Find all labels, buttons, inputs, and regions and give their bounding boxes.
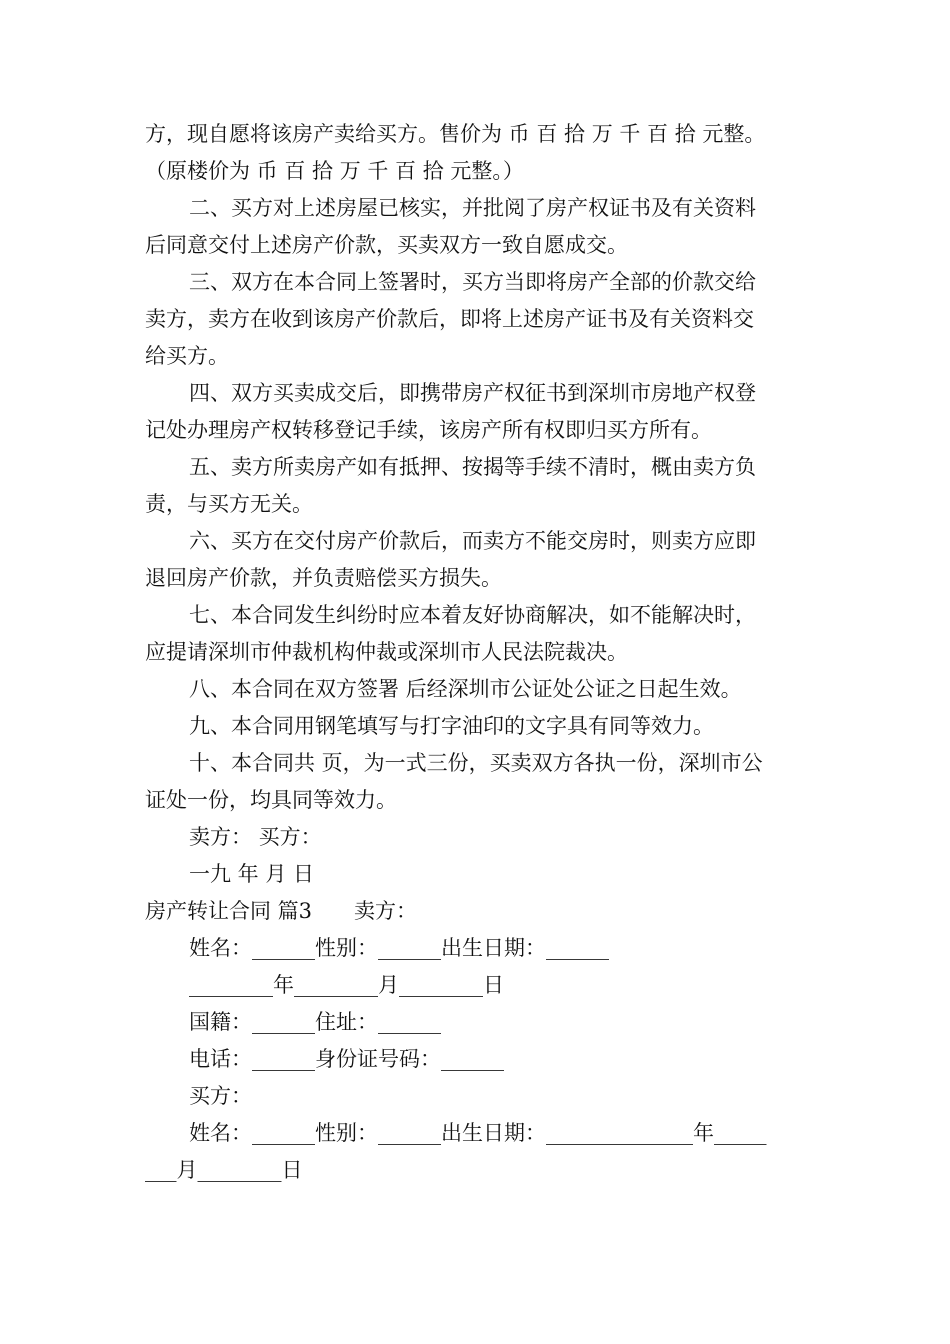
text-line: 七、本合同发生纠纷时应本着友好协商解决，如不能解决时， <box>189 603 756 627</box>
text-line: 五、卖方所卖房产如有抵押、按揭等手续不清时，概由卖方负 <box>189 455 756 479</box>
text-line: 八、本合同在双方签署 后经深圳市公证处公证之日起生效。 <box>189 677 742 701</box>
text-line: 给买方。 <box>145 344 229 368</box>
text-line: 方，现自愿将该房产卖给买方。售价为 币 百 拾 万 千 百 拾 元整。 <box>145 122 766 146</box>
text-line: 电话：______身份证号码：______ <box>189 1047 504 1071</box>
text-line: 卖方： 买方： <box>189 825 322 849</box>
text-line: 三、双方在本合同上签署时，买方当即将房产全部的价款交给 <box>189 270 756 294</box>
text-line: 姓名：______性别：______出生日期：______________年_____ <box>189 1121 767 1145</box>
text-line: 记处办理房产权转移登记手续，该房产所有权即归买方所有。 <box>145 418 712 442</box>
text-line: （原楼价为 币 百 拾 万 千 百 拾 元整。） <box>145 159 524 183</box>
text-line: 房产转让合同 篇3 卖方： <box>145 899 418 923</box>
text-line: 姓名：______性别：______出生日期：______ <box>189 936 609 960</box>
text-line: 卖方，卖方在收到该房产价款后，即将上述房产证书及有关资料交 <box>145 307 754 331</box>
text-line: 九、本合同用钢笔填写与打字油印的文字具有同等效力。 <box>189 714 714 738</box>
text-line: 国籍：______住址：______ <box>189 1010 441 1034</box>
text-line: 后同意交付上述房产价款，买卖双方一致自愿成交。 <box>145 233 628 257</box>
text-line: 二、买方对上述房屋已核实，并批阅了房产权证书及有关资料 <box>189 196 756 220</box>
text-line: 责，与买方无关。 <box>145 492 313 516</box>
text-line: ___月________日 <box>145 1158 303 1182</box>
text-line: ________年________月________日 <box>189 973 504 997</box>
text-line: 买方： <box>189 1084 252 1108</box>
text-line: 退回房产价款，并负责赔偿买方损失。 <box>145 566 502 590</box>
text-line: 十、本合同共 页，为一式三份，买卖双方各执一份，深圳市公 <box>189 751 763 775</box>
text-line: 证处一份，均具同等效力。 <box>145 788 397 812</box>
text-line: 四、双方买卖成交后，即携带房产权征书到深圳市房地产权登 <box>189 381 756 405</box>
text-line: 应提请深圳市仲裁机构仲裁或深圳市人民法院裁决。 <box>145 640 628 664</box>
text-line: 一九 年 月 日 <box>189 862 315 886</box>
contract-body <box>145 116 810 1189</box>
text-line: 六、买方在交付房产价款后，而卖方不能交房时，则卖方应即 <box>189 529 756 553</box>
